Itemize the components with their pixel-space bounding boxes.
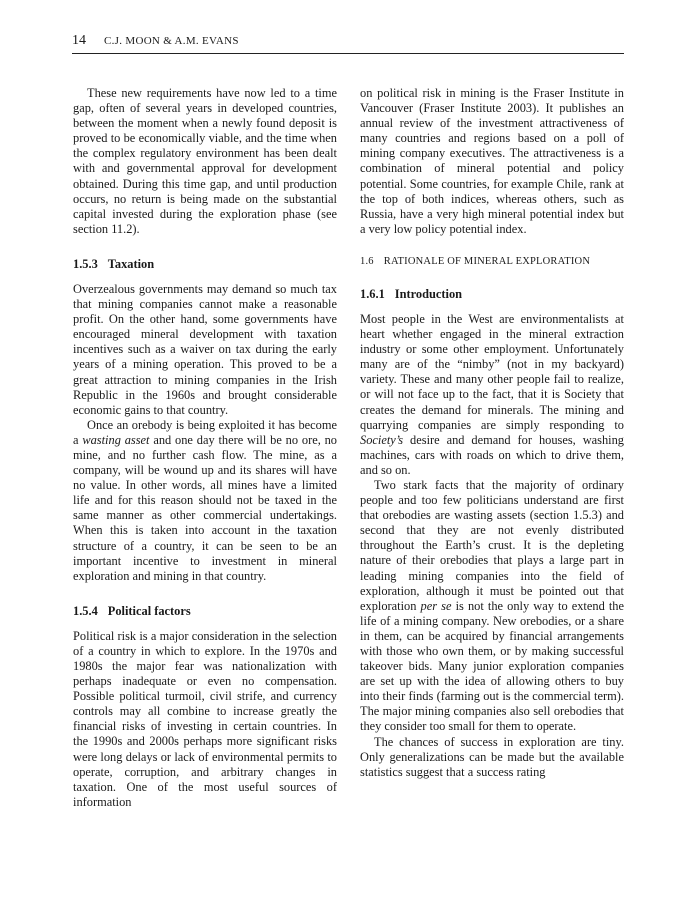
paragraph-time-gap: These new requirements have now led to a time gap, often of several years in developed countries, between the moment when a newly found deposit is proved to be economically viable, and the time when the complex regulatory environment has been dealt with and governmental approval for development obtained. During this time gap, and until production occurs, no return is being made on the substantial capital invested during the exploration phase (see section 11.2). xyxy=(73,86,337,236)
paragraph-fraser-institute: on political risk in mining is the Fraser Institute in Vancouver (Fraser Institute 2003). It publishes an annual review of the investment attractiveness of many countries and regions based on a poll of mining company executives. The attractiveness is a combination of mineral potential and policy potential. Some countries, for example Chile, rank at the top of both indices, whereas others, such as Russia, have a very high mineral potential index but a very low policy potential index. xyxy=(360,86,624,236)
section-number: 1.5.3 xyxy=(73,256,98,271)
section-title: Political factors xyxy=(107,603,191,618)
paragraph-political-1: Political risk is a major consideration in the selection of a country in which to explore. In the 1970s and 1980s the major fear was nationalization with perhaps inadequate or even no compensation. Possible political turmoil, civil strife, and currency controls may all combine to increase greatly the financial risks of investing in certain countries. In the 1990s and 2000s perhaps more significant risks were long delays or lack of environmental permits to operate, corruption, and arbitrary changes in taxation. One of the most useful sources of information xyxy=(73,628,337,809)
paragraph-taxation-1: Overzealous governments may demand so much tax that mining companies cannot make a reasonable profit. On the other hand, some governments have encouraged mineral development with taxation incentives such as a waiver on tax during the early years of a mining operation. This proved to be a great attraction to mining companies in the Irish Republic in the 1960s and brought considerable economic gains to that country. xyxy=(73,281,337,417)
paragraph-introduction-1: Most people in the West are environmentalists at heart whether engaged in the mineral extraction industry or some other employment. Unfortunately many are of the “nimby” (not in my backyard) variety. These and many other people fail to realize, or will not face up to the fact, that it is Society that creates the demand for minerals. The mining and quarrying companies are simply responding to Society’s desire and demand for houses, washing machines, cars with roads on which to drive them, and so on. xyxy=(360,311,624,477)
section-heading-rationale xyxy=(360,255,624,269)
section-number: 1.6 xyxy=(360,255,374,267)
left-column xyxy=(73,86,337,810)
right-column xyxy=(360,86,624,780)
paragraph-taxation-2: Once an orebody is being exploited it has become a wasting asset and one day there will be no ore, no mine, and no further cash flow. The mine, as a company, will be wound up and its shares will have no value. In other words, all mines have a limited life and for this reason should not be taxed in the same manner as other commercial undertakings. When this is taken into account in the taxation structure of a country, it can be seen to be an important incentive to investment in mineral exploration and mining in that country. xyxy=(73,417,338,583)
section-number: 1.6.1 xyxy=(360,286,385,301)
running-header xyxy=(72,33,624,53)
section-title: Taxation xyxy=(107,256,155,271)
section-heading-taxation xyxy=(73,257,337,272)
section-number: 1.5.4 xyxy=(73,603,98,618)
paragraph-introduction-2: Two stark facts that the majority of ordinary people and too few politicians understand are first that orebodies are wasting assets (section 1.5.3) and second that they are not evenly distributed throughout the Earth’s crust. It is the depleting nature of their orebodies that plays a large part in leading mining companies into the field of exploration, although it must be pointed out that exploration per se is not the only way to extend the life of a mining company. New orebodies, or a share in them, can be acquired by financial arrangements with those who own them, or by making successful takeover bids. Many junior exploration companies are set up with the idea of allowing others to buy into their finds (farming out is the commercial term). The major mining companies also sell orebodies that they consider too small for them to operate. xyxy=(360,477,624,734)
running-title: C.J. MOON & A.M. EVANS xyxy=(104,35,239,47)
paragraph-introduction-3: The chances of success in exploration are tiny. Only generalizations can be made but the available statistics suggest that a success rating xyxy=(360,734,624,779)
section-heading-introduction xyxy=(360,287,624,302)
page-number: 14 xyxy=(72,33,86,48)
section-title: RATIONALE OF MINERAL EXPLORATION xyxy=(383,255,591,267)
header-rule xyxy=(72,53,624,54)
section-title: Introduction xyxy=(394,286,463,301)
section-heading-political-factors xyxy=(73,604,337,619)
